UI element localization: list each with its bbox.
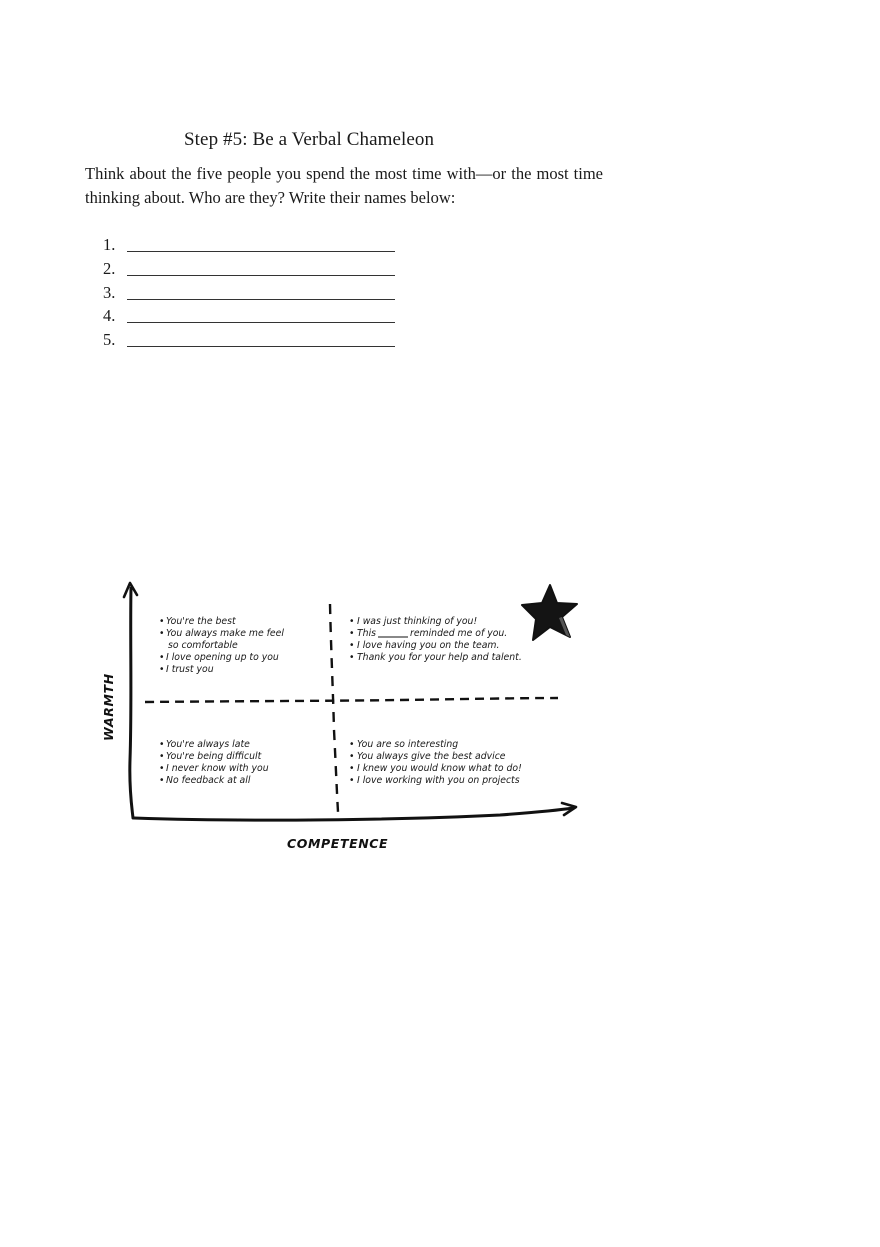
vertical-divider (330, 604, 338, 812)
x-axis-label: COMPETENCE (287, 836, 389, 851)
name-blank-line (127, 299, 395, 300)
quadrant-phrase: reminded me of you. (410, 628, 508, 639)
quadrant-bottom-right (349, 739, 522, 786)
quadrant-top-right (349, 616, 522, 663)
quadrant-top-left (159, 616, 284, 675)
quadrant-phrase: I love working with you on projects (357, 775, 520, 786)
quadrant-phrase: This (357, 628, 376, 639)
svg-text:•: • (349, 739, 355, 750)
svg-text:•: • (349, 640, 355, 651)
name-blank-line (127, 251, 395, 252)
svg-text:•: • (349, 652, 355, 663)
page-heading: Step #5: Be a Verbal Chameleon (184, 129, 435, 150)
quadrant-phrase: so comfortable (168, 640, 238, 651)
y-axis (124, 583, 137, 818)
horizontal-divider (145, 698, 558, 702)
quadrant-phrase: No feedback at all (166, 775, 251, 786)
quadrant-phrase: You're the best (166, 616, 236, 627)
svg-text:•: • (159, 775, 165, 786)
list-number: 3. (103, 282, 116, 302)
list-number: 4. (103, 306, 116, 326)
svg-text:•: • (349, 616, 355, 627)
name-blank-line (127, 346, 395, 347)
list-number: 5. (103, 330, 116, 350)
svg-text:•: • (159, 763, 165, 774)
svg-text:•: • (159, 616, 165, 627)
quadrant-phrase: You are so interesting (357, 739, 459, 750)
quadrant-phrase: Thank you for your help and talent. (357, 652, 522, 663)
svg-text:•: • (159, 652, 165, 663)
list-number: 1. (103, 235, 116, 254)
svg-text:•: • (159, 628, 165, 639)
star-icon (522, 585, 577, 640)
intro-paragraph: Think about the five people you spend the most time with—or the most time thinking about. Who are they? Write their names below: (85, 164, 603, 207)
x-axis (134, 803, 576, 820)
quadrant-bottom-left (159, 739, 269, 786)
quadrant-phrase: You always give the best advice (357, 751, 506, 762)
quadrant-phrase: I love having you on the team. (357, 640, 500, 651)
list-number: 2. (103, 258, 116, 278)
quadrant-phrase: I never know with you (166, 763, 269, 774)
svg-text:•: • (159, 664, 165, 675)
quadrant-phrase: I was just thinking of you! (357, 616, 478, 627)
quadrant-phrase: I trust you (166, 664, 214, 675)
quadrant-phrase: I love opening up to you (166, 652, 279, 663)
quadrant-phrase: You're always late (166, 739, 250, 750)
svg-text:•: • (159, 739, 165, 750)
quadrant-phrase: I knew you would know what to do! (357, 763, 522, 774)
star-shading (559, 617, 570, 637)
svg-text:•: • (349, 763, 355, 774)
y-axis-label: WARMTH (101, 673, 116, 741)
svg-text:•: • (159, 751, 165, 762)
quadrant-phrase: You always make me feel (166, 628, 284, 639)
svg-text:•: • (349, 751, 355, 762)
svg-text:•: • (349, 775, 355, 786)
quadrant-phrase: You're being difficult (166, 751, 262, 762)
name-blank-line (127, 275, 395, 276)
name-blank-line (127, 322, 395, 323)
svg-text:•: • (349, 628, 355, 639)
